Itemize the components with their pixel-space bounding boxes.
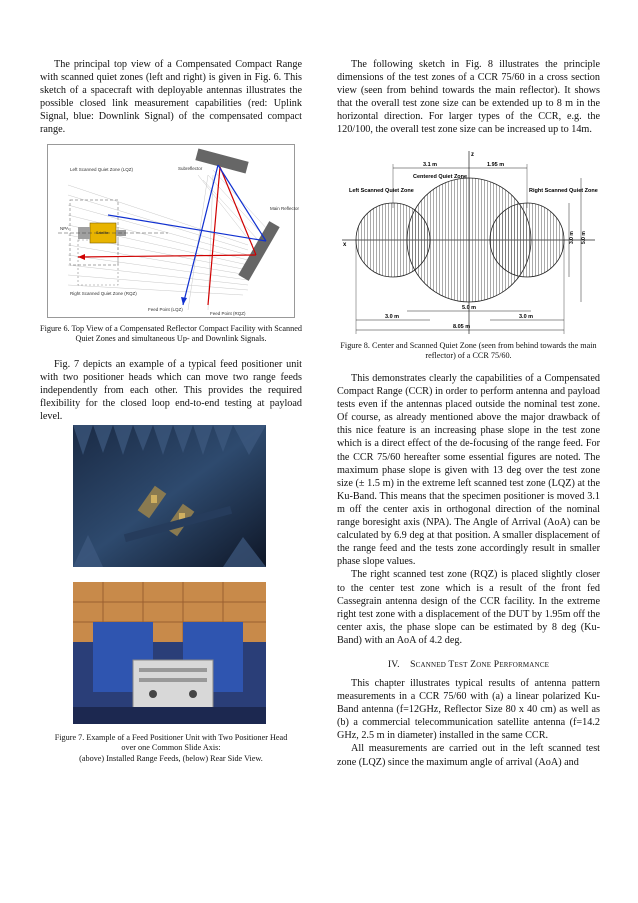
fig6-feed-rqz-label: Feed Point (RQZ): [210, 311, 246, 316]
fig8-dim-5.0-horizontal: 5.0 m: [462, 305, 477, 311]
fig8-dim-3.0-left: 3.0 m: [385, 314, 400, 320]
fig8-dim-5.0-vertical: 5.0 m: [581, 231, 587, 244]
figure-6-drawing: [48, 145, 300, 317]
figure-6-caption: Figure 6. Top View of a Compensated Reflector Compact Facility with Scanned Quiet Zones and simultaneous Up- and Downlink Signals.: [40, 324, 302, 344]
electronics-unit: [133, 660, 213, 710]
figure-8-caption: Figure 8. Center and Scanned Quiet Zone (seen from behind towards the main reflector) of a CCR 75/60.: [340, 341, 597, 361]
figure-8-caption-box: [337, 341, 600, 362]
fig8-centered-label: Centered Quiet Zone: [413, 174, 468, 180]
figure-7-top-photo: [73, 425, 266, 567]
figure-7-caption-box: [40, 733, 302, 764]
figure-8: [337, 148, 600, 338]
left-column: [40, 58, 302, 137]
right-paragraph-3: The right scanned test zone (RQZ) is placed slightly closer to the center test zone which is a result of the front fed Cassegrain antenna design of the CCR facility. In the extreme right test zone with a displacement of the DUT by 1.95m off the center axis, the phase slope can be estimated by 8 deg (Ku-Band) with an AoA of 4.2 deg.: [337, 569, 600, 646]
figure-7-caption-line-3: (above) Installed Range Feeds, (below) Rear Side View.: [79, 753, 263, 763]
left-paragraph-2-box: [40, 358, 302, 423]
fig6-spacecraft-label: Satellite: [96, 231, 109, 235]
figure-6-caption-box: [40, 324, 302, 345]
fig6-npa-label: NPA: [60, 226, 69, 231]
fig8-dim-8.05: 8.05 m: [453, 324, 471, 330]
fig6-right-zone-label: Right Scanned Quiet Zone (RQZ): [70, 291, 137, 296]
figure-6: [47, 144, 300, 318]
fig8-dim-1.95: 1.95 m: [487, 162, 505, 168]
fig8-x-label: x: [343, 242, 347, 248]
fig8-dim-3.0-vertical: 3.0 m: [569, 231, 575, 244]
figure-7-bottom-photo: [73, 582, 266, 724]
left-paragraph-2: Fig. 7 depicts an example of a typical feed positioner unit with two positioner heads which can move two range feeds independently from each other. This provides the required flexibility for the closed loop end-to-end testing at payload level.: [40, 359, 302, 423]
fig6-left-zone-label: Left Scanned Quiet Zone (LQZ): [70, 167, 134, 172]
fig8-left-zone-label: Left Scanned Quiet Zone: [349, 188, 414, 194]
fig6-main-reflector-label: Main Reflector: [270, 206, 300, 211]
section-heading: [337, 659, 600, 670]
fig6-subreflector-label: Subreflector: [178, 166, 203, 171]
right-column: [337, 58, 600, 137]
fig8-dim-3.1: 3.1 m: [423, 162, 438, 168]
fig6-feed-lqz-label: Feed Point (LQZ): [148, 307, 183, 312]
figure-7-caption-line-1: Figure 7. Example of a Feed Positioner Unit with Two Positioner Head: [54, 733, 288, 742]
section-title: Scanned Test Zone Performance: [410, 659, 550, 670]
left-paragraph-1: The principal top view of a Compensated Compact Range with scanned quiet zones (left and right) is given in Fig. 6. This sketch of a spacecraft with deployable antennas illustrates the possible closed link measurement capabilities (red: Uplink Signal, blue: Downlink Signal) of the compensated compact range.: [40, 59, 302, 136]
figure-7-caption-line-2: over one Common Slide Axis:: [121, 743, 221, 753]
right-body-block-2: [337, 677, 600, 769]
right-paragraph-4: This chapter illustrates typical results of antenna pattern measurements in a CCR 75/60 with (a) a linear polarized Ku-Band antenna (f=12GHz, Reflector Size 80 x 40 cm) as well as (b) a commercial telecommunication satellite antenna (f=14.2 GHz, 2.5 m in diameter) installed in the same CCR.: [337, 678, 600, 742]
right-paragraph-1: The following sketch in Fig. 8 illustrates the principle dimensions of the test zones of a CCR 75/60 in a cross section view (seen from behind towards the main reflector). It shows that the overall test zone size can be extended up to 8 m in the horizontal direction. For larger types of the CCR, e.g. the 120/100, the overall test zone size can be increased up to 14m.: [337, 59, 600, 136]
right-scanned-zone-circle: [490, 203, 564, 277]
right-paragraph-2: This demonstrates clearly the capabilities of a Compensated Compact Range (CCR) in order to perform antenna and payload tests even if the antennas placed outside the nominal test zone. Of course, as already mentioned above the major drawback of this nice feature is an increasing phase slope in the test zone which is a direct effect of the de-focusing of the range feed. For the CCR 75/60 hereafter some essential figures are noted. The maximum phase slope is given with 13 deg over the test zone size (± 1.5 m) in the extreme left scanned test zone (LQZ) at the Ku-Band. This means that the specimen positioner is moved 3.1 m off the center axis in orthogonal direction of the nominal range boresight axis (NPA). The Angle of Arrival (AoA) can be calculated by 6.9 deg at that position. A smaller displacement of the range feed and the tests zone accordingly result in smaller phase slope values.: [337, 373, 600, 568]
section-number: IV.: [387, 659, 400, 670]
right-paragraph-5: All measurements are carried out in the left scanned test zone (LQZ) since the maximum angle of arrival (AoA) and: [337, 743, 600, 768]
fig8-dim-3.0-right: 3.0 m: [519, 314, 534, 320]
fig8-z-label: z: [471, 152, 474, 158]
right-body-block: [337, 372, 600, 647]
figure-8-drawing: [337, 148, 600, 338]
fig8-right-zone-label: Right Scanned Quiet Zone: [529, 188, 598, 194]
left-scanned-zone-circle: [356, 203, 430, 277]
